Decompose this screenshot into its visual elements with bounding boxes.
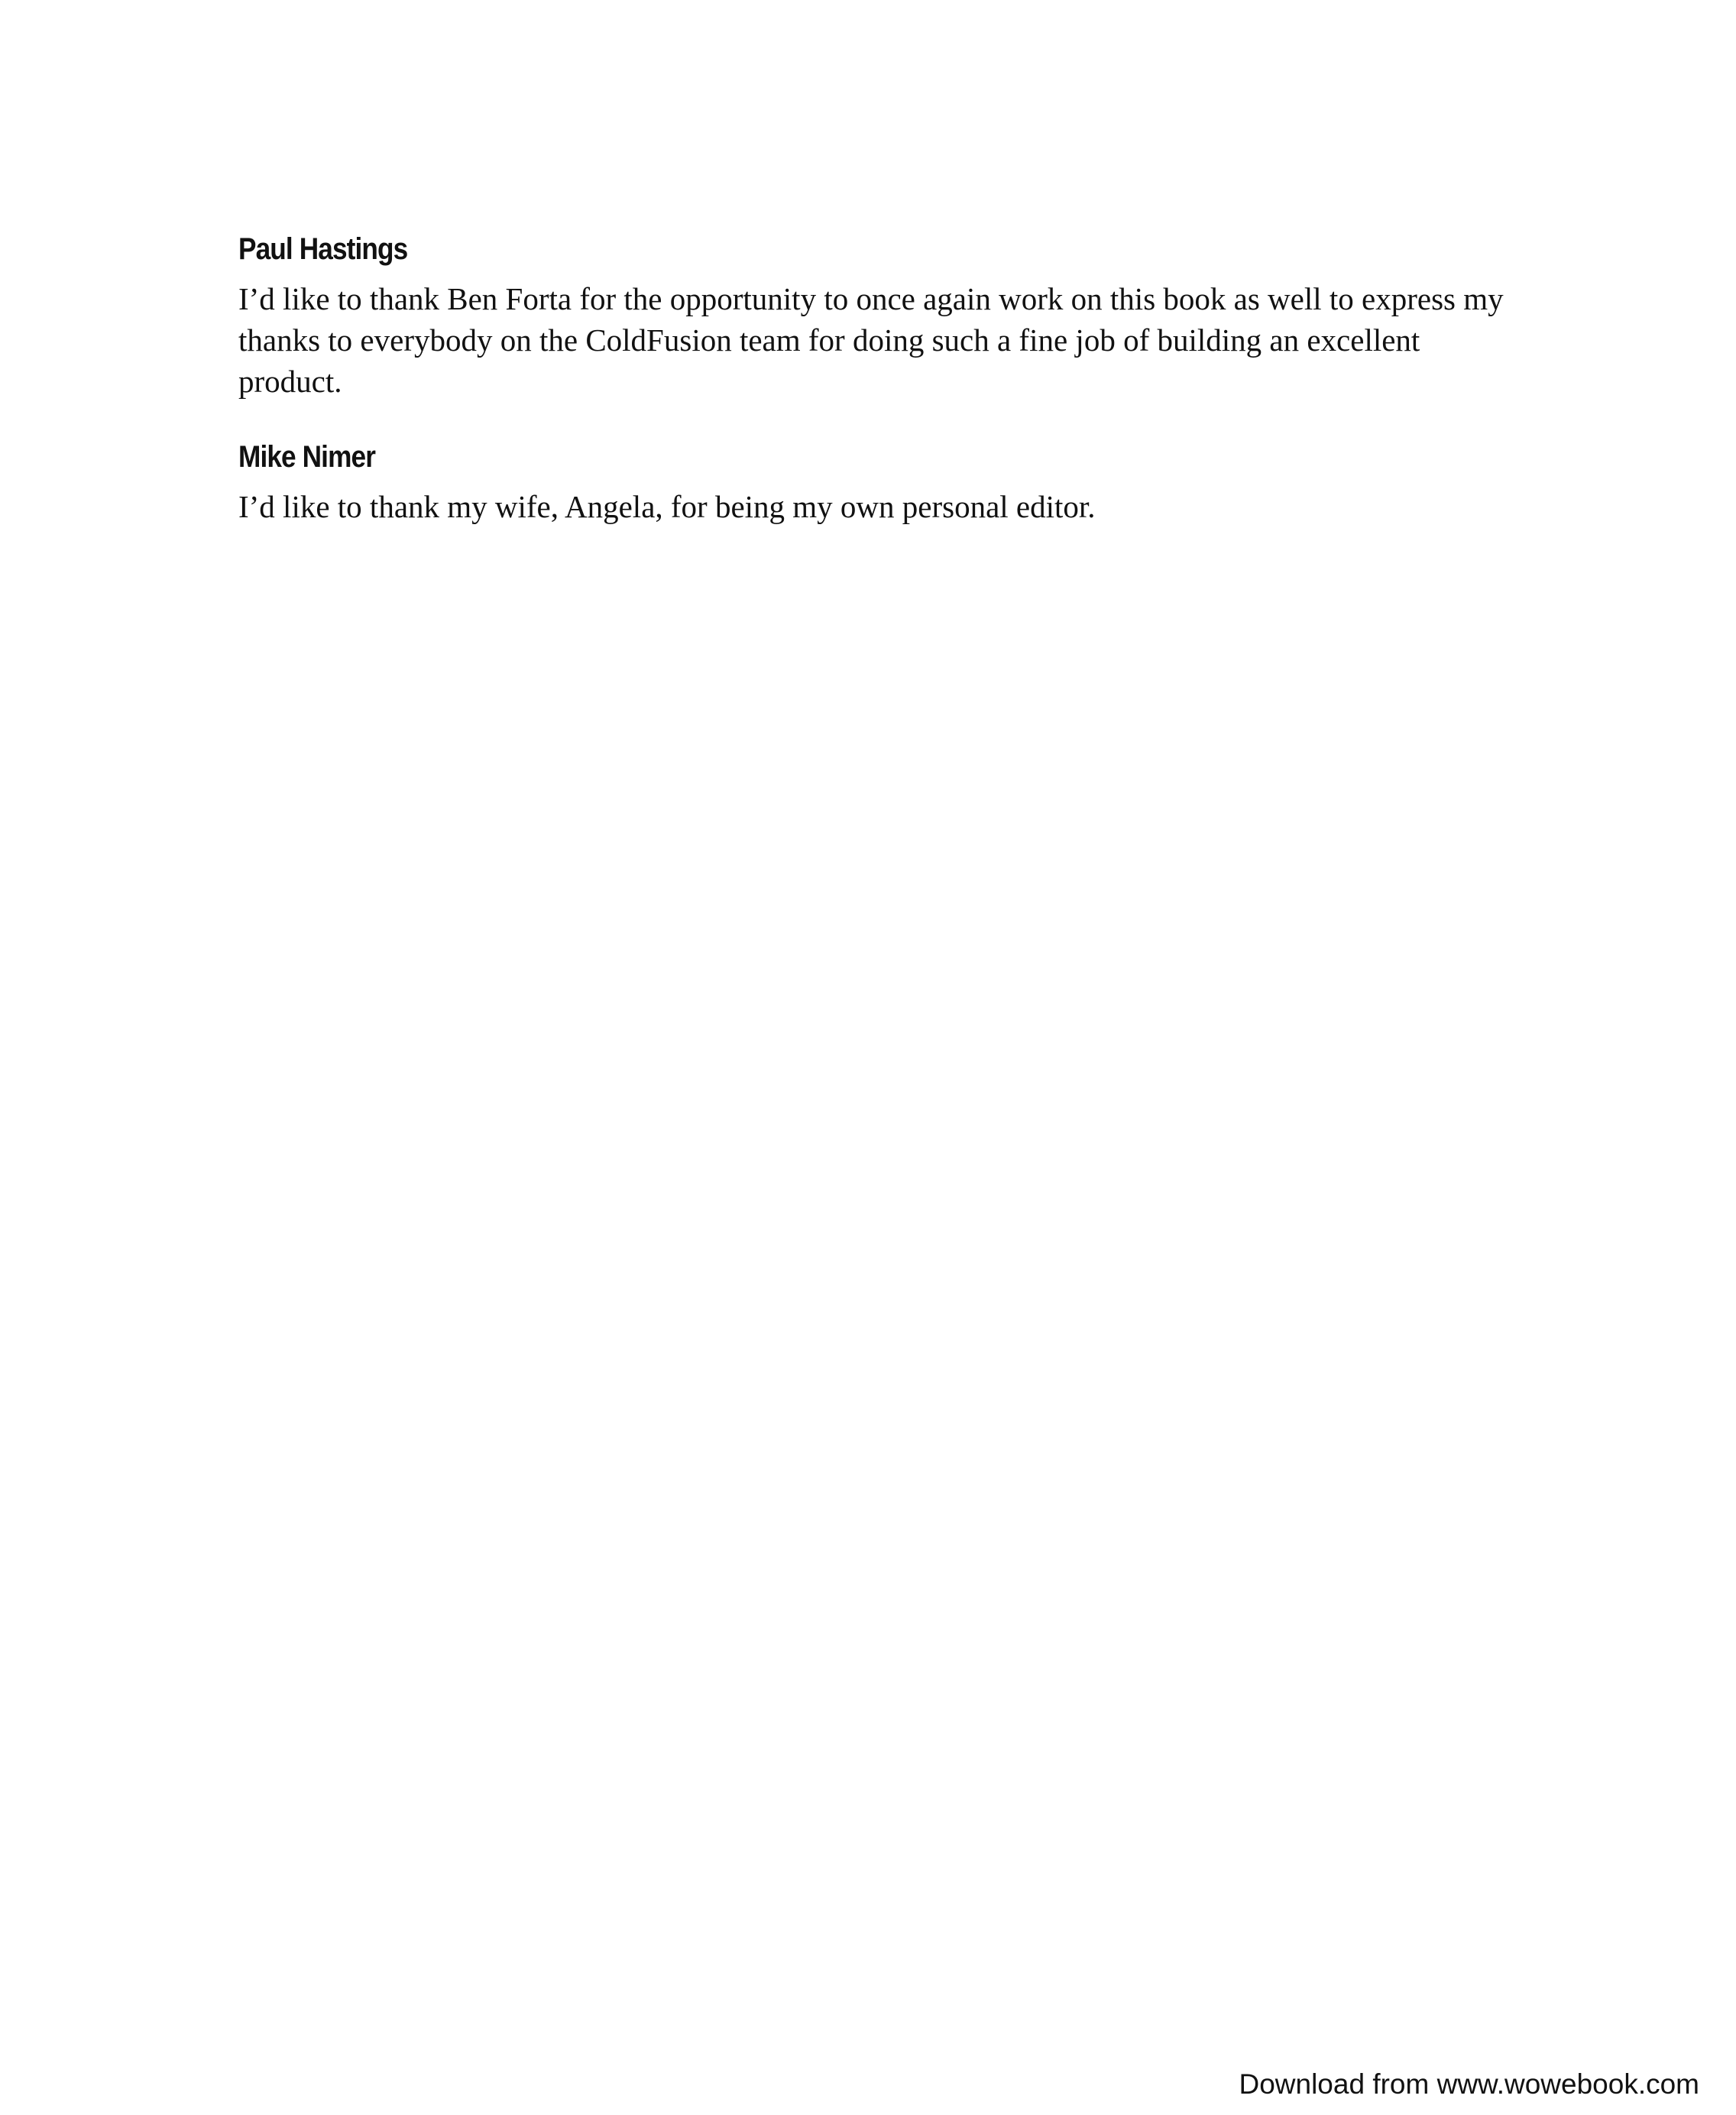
section-body: I’d like to thank Ben Forta for the opportunity to once again work on this book as well to express my thanks to everybody on the ColdFusion team for doing such a fine job of building an excellent product. <box>238 281 1504 399</box>
section-heading: Mike Nimer <box>238 440 376 474</box>
acknowledgement-section-paul-hastings <box>238 228 1530 402</box>
section-heading: Paul Hastings <box>238 232 408 266</box>
acknowledgement-section-mike-nimer <box>238 436 1530 527</box>
section-body: I’d like to thank my wife, Angela, for being my own personal editor. <box>238 489 1096 524</box>
acknowledgements-content <box>238 228 1530 527</box>
download-source-note: Download from www.wowebook.com <box>1239 2068 1699 2100</box>
